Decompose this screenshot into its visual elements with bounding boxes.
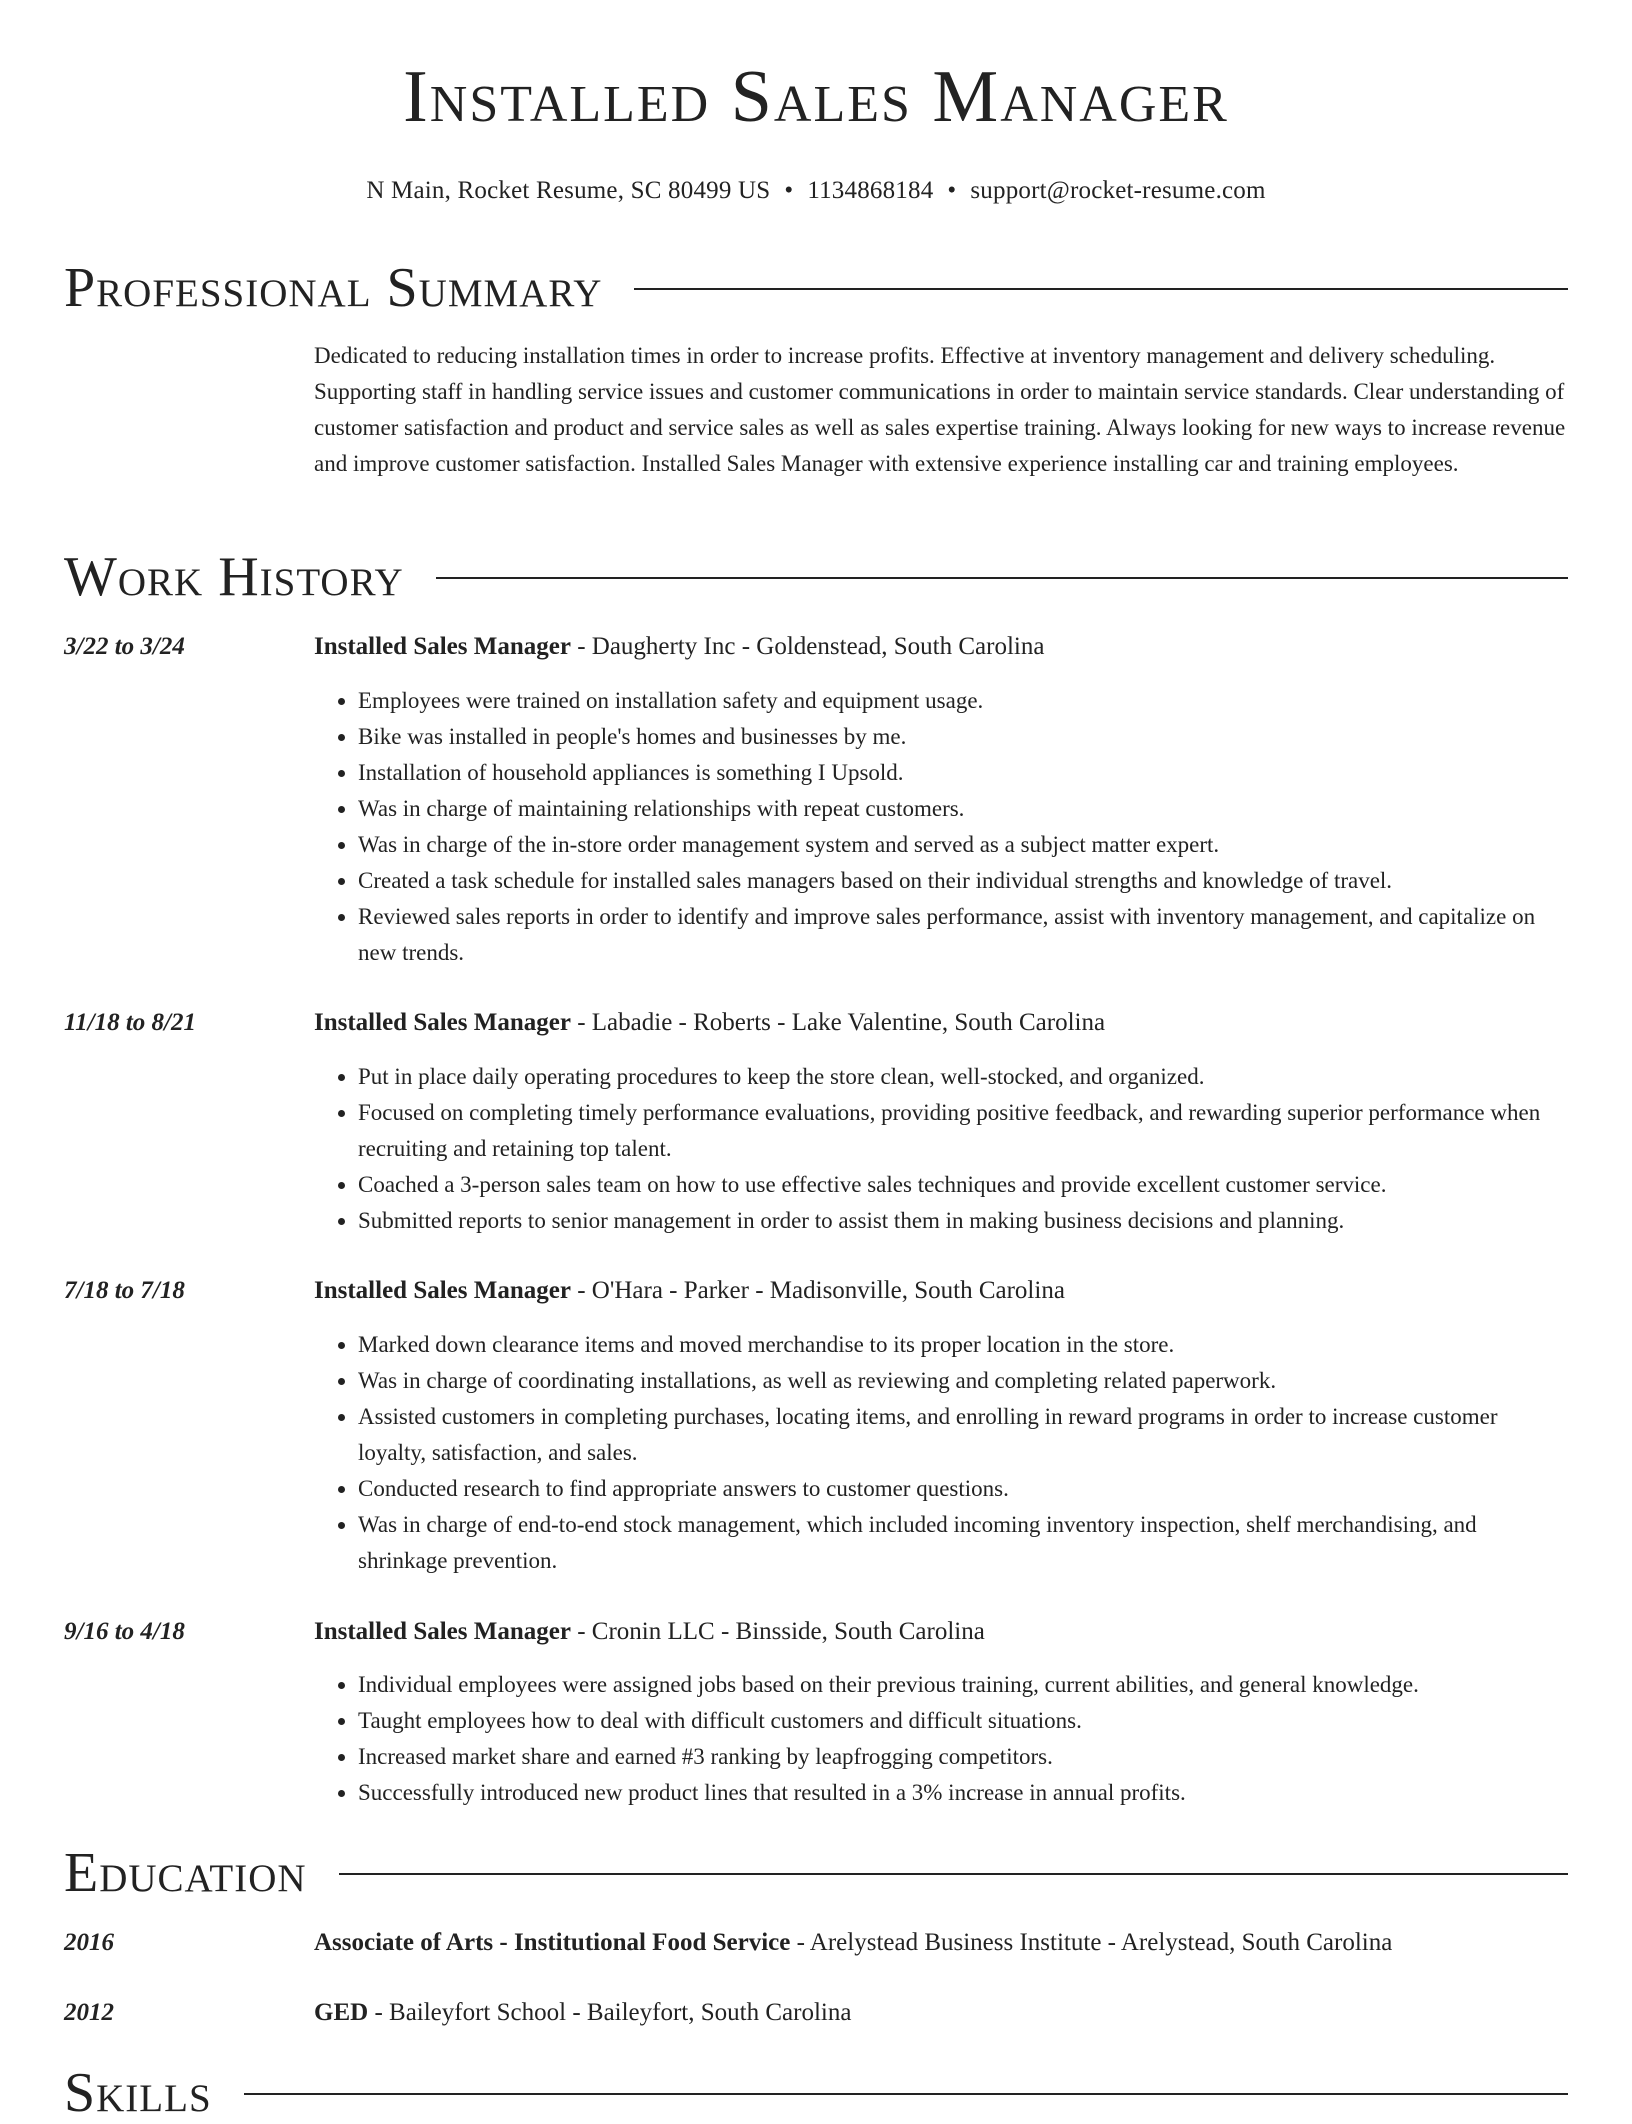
education-heading	[314, 1925, 1568, 1961]
job-details: - Cronin LLC - Binsside, South Carolina	[570, 1618, 985, 1645]
job-bullet: • Assisted customers in completing purchases, locating items, and enrolling in reward programs in order to increase customer loyalty, satisfaction, and sales.	[358, 1399, 1568, 1471]
section-rule	[339, 1873, 1568, 1875]
education-year: 2016	[64, 1929, 114, 1956]
section-rule	[436, 577, 1568, 579]
job-dates: 11/18 to 8/21	[64, 1009, 196, 1036]
job-bullet: • Reviewed sales reports in order to identify and improve sales performance, assist with inventory management, and capitalize on new trends.	[358, 899, 1568, 971]
job-bullet: • Was in charge of maintaining relationships with repeat customers.	[358, 791, 1568, 827]
job-bullets	[314, 1327, 1568, 1579]
job-title: Installed Sales Manager	[314, 1277, 571, 1304]
section-rule	[244, 2093, 1568, 2095]
contact-line	[0, 176, 1632, 206]
education-degree: GED	[314, 1999, 369, 2026]
contact-separator: •	[947, 177, 957, 204]
section-heading: Work History	[64, 546, 404, 608]
job-bullet: • Individual employees were assigned jobs based on their previous training, current abilities, and general knowledge.	[358, 1667, 1568, 1703]
job-bullet: • Put in place daily operating procedures to keep the store clean, well-stocked, and organized.	[358, 1059, 1568, 1095]
job-bullet: • Conducted research to find appropriate answers to customer questions.	[358, 1471, 1568, 1507]
job-bullet: • Marked down clearance items and moved merchandise to its proper location in the store.	[358, 1327, 1568, 1363]
job-bullet: • Successfully introduced new product lines that resulted in a 3% increase in annual profits.	[358, 1775, 1568, 1811]
job-heading	[314, 1273, 1568, 1309]
job-bullets	[314, 1667, 1568, 1811]
job-bullet: • Increased market share and earned #3 ranking by leapfrogging competitors.	[358, 1739, 1568, 1775]
job-heading	[314, 629, 1568, 665]
education-degree: Associate of Arts - Institutional Food Service	[314, 1929, 791, 1956]
section-professional-summary	[64, 258, 1568, 318]
contact-separator: •	[784, 177, 794, 204]
section-education	[64, 1843, 1568, 1903]
education-details: - Arelystead Business Institute - Arelystead, South Carolina	[790, 1929, 1393, 1956]
contact-email: support@rocket-resume.com	[970, 177, 1266, 204]
job-title: Installed Sales Manager	[314, 633, 571, 660]
job-dates: 7/18 to 7/18	[64, 1277, 185, 1304]
job-bullet: • Created a task schedule for installed sales managers based on their individual strengths and knowledge of travel.	[358, 863, 1568, 899]
job-details: - Daugherty Inc - Goldenstead, South Carolina	[570, 633, 1045, 660]
section-heading: Skills	[64, 2062, 212, 2124]
job-details: - O'Hara - Parker - Madisonville, South Carolina	[570, 1277, 1065, 1304]
section-work-history	[64, 547, 1568, 607]
contact-address: N Main, Rocket Resume, SC 80499 US	[366, 177, 771, 204]
summary-text: Dedicated to reducing installation times in order to increase profits. Effective at inventory management and delivery scheduling. Supporting staff in handling service issues and customer communications in order to maintain service standards. Clear understanding of customer satisfaction and product and service sales as well as sales expertise training. Always looking for new ways to increase revenue and improve customer satisfaction. Installed Sales Manager with extensive experience installing car and training employees.	[314, 343, 1566, 476]
job-bullet: • Was in charge of end-to-end stock management, which included incoming inventory inspection, shelf merchandising, and shrinkage prevention.	[358, 1507, 1568, 1579]
job-bullet: • Was in charge of coordinating installations, as well as reviewing and completing related paperwork.	[358, 1363, 1568, 1399]
job-bullet: • Taught employees how to deal with difficult customers and difficult situations.	[358, 1703, 1568, 1739]
contact-phone: 1134868184	[807, 177, 934, 204]
job-bullet: • Employees were trained on installation safety and equipment usage.	[358, 683, 1568, 719]
job-dates: 3/22 to 3/24	[64, 633, 185, 660]
job-bullet: • Was in charge of the in-store order management system and served as a subject matter expert.	[358, 827, 1568, 863]
job-title: Installed Sales Manager	[314, 1009, 571, 1036]
job-bullet: • Bike was installed in people's homes and businesses by me.	[358, 719, 1568, 755]
job-heading	[314, 1005, 1568, 1041]
job-heading	[314, 1614, 1568, 1650]
section-rule	[634, 288, 1568, 290]
education-year: 2012	[64, 1999, 114, 2026]
job-bullets	[314, 1059, 1568, 1239]
section-heading: Professional Summary	[64, 257, 603, 319]
job-bullet: • Submitted reports to senior management in order to assist them in making business decisions and planning.	[358, 1203, 1568, 1239]
section-heading: Education	[64, 1842, 307, 1904]
job-bullets	[314, 683, 1568, 971]
resume-name: Installed Sales Manager	[403, 56, 1229, 138]
section-skills	[64, 2063, 1568, 2123]
job-bullet: • Coached a 3-person sales team on how to use effective sales techniques and provide excellent customer service.	[358, 1167, 1568, 1203]
job-dates: 9/16 to 4/18	[64, 1618, 185, 1645]
job-bullet: • Focused on completing timely performance evaluations, providing positive feedback, and rewarding superior performance when recruiting and retaining top talent.	[358, 1095, 1568, 1167]
education-details: - Baileyfort School - Baileyfort, South Carolina	[368, 1999, 852, 2026]
education-heading	[314, 1995, 1568, 2031]
job-details: - Labadie - Roberts - Lake Valentine, South Carolina	[570, 1009, 1106, 1036]
job-bullet: • Installation of household appliances is something I Upsold.	[358, 755, 1568, 791]
job-title: Installed Sales Manager	[314, 1618, 571, 1645]
